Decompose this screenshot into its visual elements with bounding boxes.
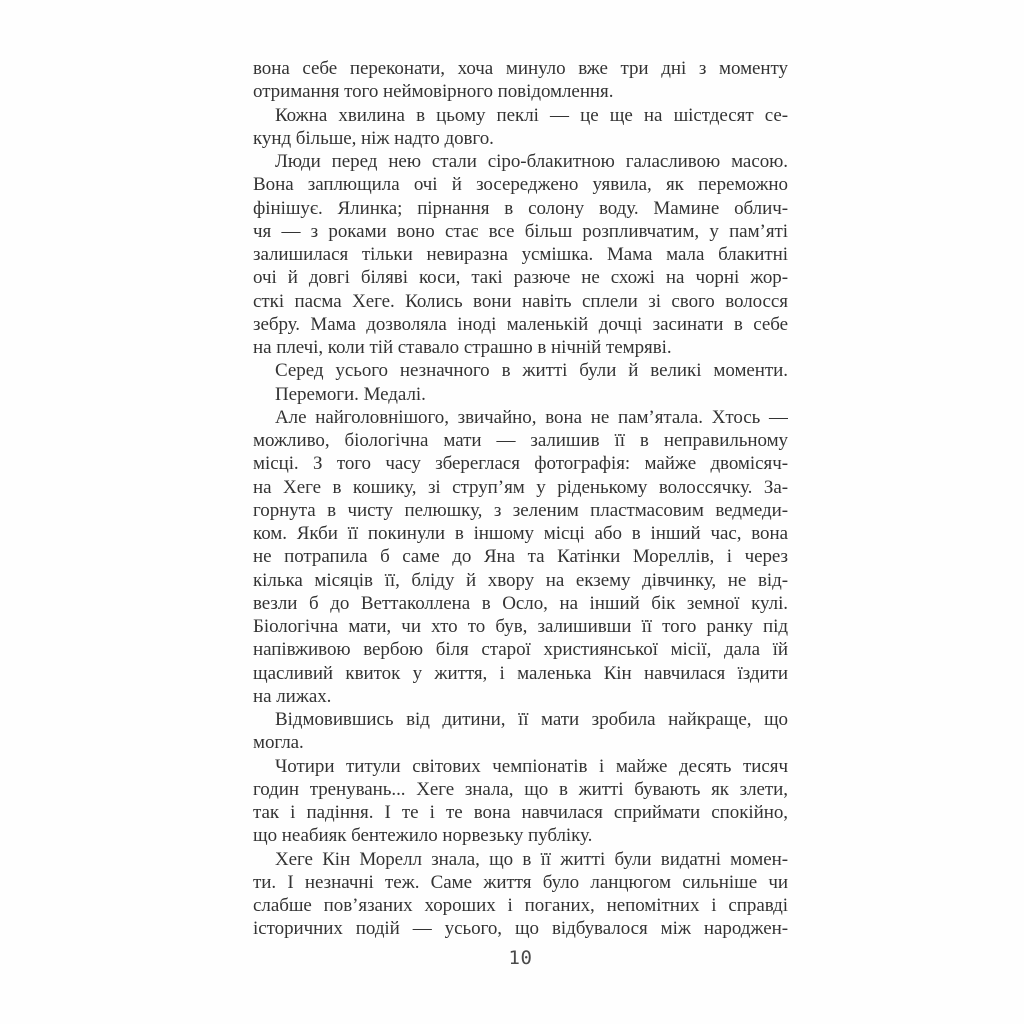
text-line: Але найголовнішого, звичайно, вона не пам’ятала. Хтось — (275, 406, 788, 428)
text-line: напівживою вербою біля старої християнської місії, дала їй (253, 639, 788, 661)
text-line: Серед усього незначного в житті були й великі моменти. (275, 360, 788, 382)
text-line: Кожна хвилина в цьому пеклі — це ще на шістдесят се- (275, 104, 788, 126)
text-line: Чотири титули світових чемпіонатів і майже десять тисяч (275, 755, 788, 777)
text-line: отримання того неймовірного повідомлення. (253, 81, 614, 103)
text-line: везли б до Веттаколлена в Осло, на інший бік земної кулі. (253, 592, 788, 614)
page-text-block (253, 57, 788, 941)
text-line: так і падіння. І те і те вона навчилася сприймати спокійно, (253, 802, 788, 823)
text-line: горнута в чисту пелюшку, з зеленим пластмасовим ведмеди- (253, 499, 788, 521)
text-line: кілька місяців її, бліду й хвору на екзему дівчинку, не від- (253, 569, 788, 591)
text-line: могла. (253, 732, 304, 754)
text-line: Люди перед нею стали сіро-блакитною галасливою масою. (275, 151, 788, 172)
text-line: що неабияк бентежило норвезьку публіку. (253, 825, 593, 847)
text-line: сткі пасма Хеге. Колись вони навіть сплели зі свого волосся (253, 290, 788, 312)
text-line: Перемоги. Медалі. (275, 383, 426, 405)
text-line: залишилася тільки невиразна усмішка. Мама мала блакитні (253, 244, 788, 265)
text-line: Біологічна мати, чи хто то був, залишивши її того ранку під (253, 616, 788, 637)
text-line: очі й довгі біляві коси, такі разюче не схожі на чорні жор- (253, 267, 788, 289)
text-line: щасливий квиток у життя, і маленька Кін навчилася їздити (253, 662, 788, 684)
text-line: Відмовившись від дитини, її мати зробила найкраще, що (275, 709, 788, 730)
text-line: можливо, біологічна мати — залишив її в неправильному (253, 430, 788, 451)
text-line: кунд більше, ніж надто довго. (253, 127, 494, 149)
text-line: годин тренувань... Хеге знала, що в житті бувають як злети, (253, 778, 788, 800)
text-line: слабше пов’язаних хороших і поганих, непомітних і справді (253, 895, 788, 916)
text-line: історичних подій — усього, що відбувалося між народжен- (253, 918, 788, 940)
text-line: Хеге Кін Морелл знала, що в її житті були видатні момен- (275, 848, 788, 870)
text-line: Вона заплющила очі й зосереджено уявила, як переможно (253, 174, 788, 196)
text-line: чя — з роками воно стає все більш розпливчатим, у пам’яті (253, 220, 788, 242)
text-line: не потрапила б саме до Яна та Катінки Мореллів, і через (253, 546, 788, 568)
text-line: на лижах. (253, 685, 332, 707)
text-line: місці. З того часу збереглася фотографія: майже двомісяч- (253, 453, 788, 475)
page-number: 10 (508, 947, 533, 969)
text-line: зебру. Мама дозволяла іноді маленькій дочці засинати в себе (253, 313, 788, 335)
text-line: на Хеге в кошику, зі струп’ям у ріденькому волоссячку. За- (253, 476, 788, 498)
text-line: ком. Якби її покинули в іншому місці або в інший час, вона (253, 523, 788, 544)
text-line: на плечі, коли тій ставало страшно в нічній темряві. (253, 337, 672, 358)
text-line: ти. І незначні теж. Саме життя було ланцюгом сильніше чи (253, 871, 788, 893)
text-line: вона себе переконати, хоча минуло вже три дні з моменту (253, 58, 788, 79)
text-line: фінішує. Ялинка; пірнання в солону воду. Мамине облич- (253, 197, 788, 219)
